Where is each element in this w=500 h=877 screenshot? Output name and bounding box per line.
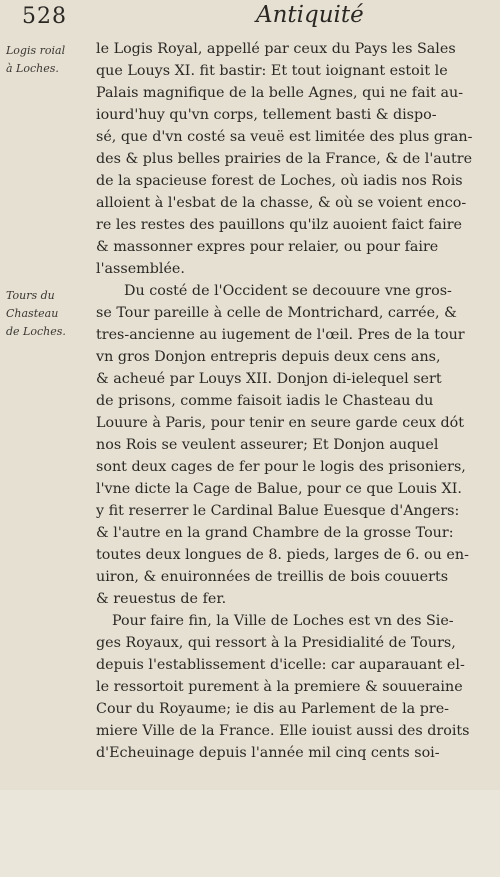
- margin-note-tours-du-chasteau: [6, 287, 98, 341]
- text-line: vn gros Donjon entrepris depuis deux cens ans,: [96, 349, 441, 365]
- text-line: l'assemblée.: [96, 261, 185, 277]
- text-line: l'vne dicte la Cage de Balue, pour ce que Louis XI.: [96, 481, 462, 497]
- text-line: nos Rois se veulent asseurer; Et Donjon auquel: [96, 437, 439, 453]
- text-line: Cour du Royaume; ie dis au Parlement de la pre-: [96, 701, 450, 717]
- text-line: des & plus belles prairies de la France, & de l'autre: [96, 151, 473, 167]
- margin-note-line: Logis roial: [6, 44, 66, 57]
- text-line: d'Echeuinage depuis l'année mil cinq cents soi-: [96, 745, 440, 761]
- text-line: uiron, & enuironnées de treillis de bois couuerts: [96, 569, 449, 585]
- text-line: sont deux cages de fer pour le logis des prisoniers,: [96, 459, 466, 475]
- page-bottom-margin: [0, 790, 500, 877]
- running-title: Antiquité: [256, 2, 364, 28]
- text-line: alloient à l'esbat de la chasse, & où se voient enco-: [96, 195, 467, 211]
- text-line: & l'autre en la grand Chambre de la grosse Tour:: [96, 525, 454, 541]
- text-line: de prisons, comme faisoit iadis le Chasteau du: [96, 393, 434, 409]
- text-line: tres-ancienne au iugement de l'œil. Pres de la tour: [96, 327, 465, 343]
- text-line: sé, que d'vn costé sa veuë est limitée des plus gran-: [96, 129, 473, 145]
- text-line: de la spacieuse forest de Loches, où iadis nos Rois: [96, 173, 463, 189]
- text-line: & acheué par Louys XII. Donjon di-ielequel sert: [96, 371, 442, 387]
- margin-note-line: Tours du: [6, 289, 55, 302]
- text-line: le ressortoit purement à la premiere & souueraine: [96, 679, 463, 695]
- body-text: [96, 38, 496, 764]
- text-line: & massonner expres pour relaier, ou pour faire: [96, 239, 439, 255]
- text-line: y fit reserrer le Cardinal Balue Euesque d'Angers:: [96, 503, 460, 519]
- paragraph-start-line: Du costé de l'Occident se decouure vne gros-: [124, 283, 452, 299]
- paragraph-start-line: Pour faire fin, la Ville de Loches est vn des Sie-: [112, 613, 454, 629]
- text-line: que Louys XI. fit bastir: Et tout ioignant estoit le: [96, 63, 448, 79]
- text-line: toutes deux longues de 8. pieds, larges de 6. ou en-: [96, 547, 469, 563]
- margin-note-line: Chasteau: [6, 307, 59, 320]
- text-line: miere Ville de la France. Elle iouist aussi des droits: [96, 723, 470, 739]
- text-line: se Tour pareille à celle de Montrichard, carrée, &: [96, 305, 457, 321]
- page-header: [0, 0, 500, 40]
- margin-note-logis-roial: [6, 42, 98, 78]
- text-line: Palais magnifique de la belle Agnes, qui ne fait au-: [96, 85, 464, 101]
- text-line: le Logis Royal, appellé par ceux du Pays les Sales: [96, 41, 456, 57]
- margin-note-line: de Loches.: [6, 325, 66, 338]
- text-line: Louure à Paris, pour tenir en seure garde ceux dót: [96, 415, 464, 431]
- text-line: depuis l'establissement d'icelle: car auparauant el-: [96, 657, 465, 673]
- page-number: 528: [22, 4, 67, 29]
- margin-note-line: à Loches.: [6, 62, 59, 75]
- text-line: re les restes des pauillons qu'ilz auoient faict faire: [96, 217, 463, 233]
- text-line: iourd'huy qu'vn corps, tellement basti & dispo-: [96, 107, 437, 123]
- text-line: ges Royaux, qui ressort à la Presidialité de Tours,: [96, 635, 456, 651]
- text-line: & reuestus de fer.: [96, 591, 227, 607]
